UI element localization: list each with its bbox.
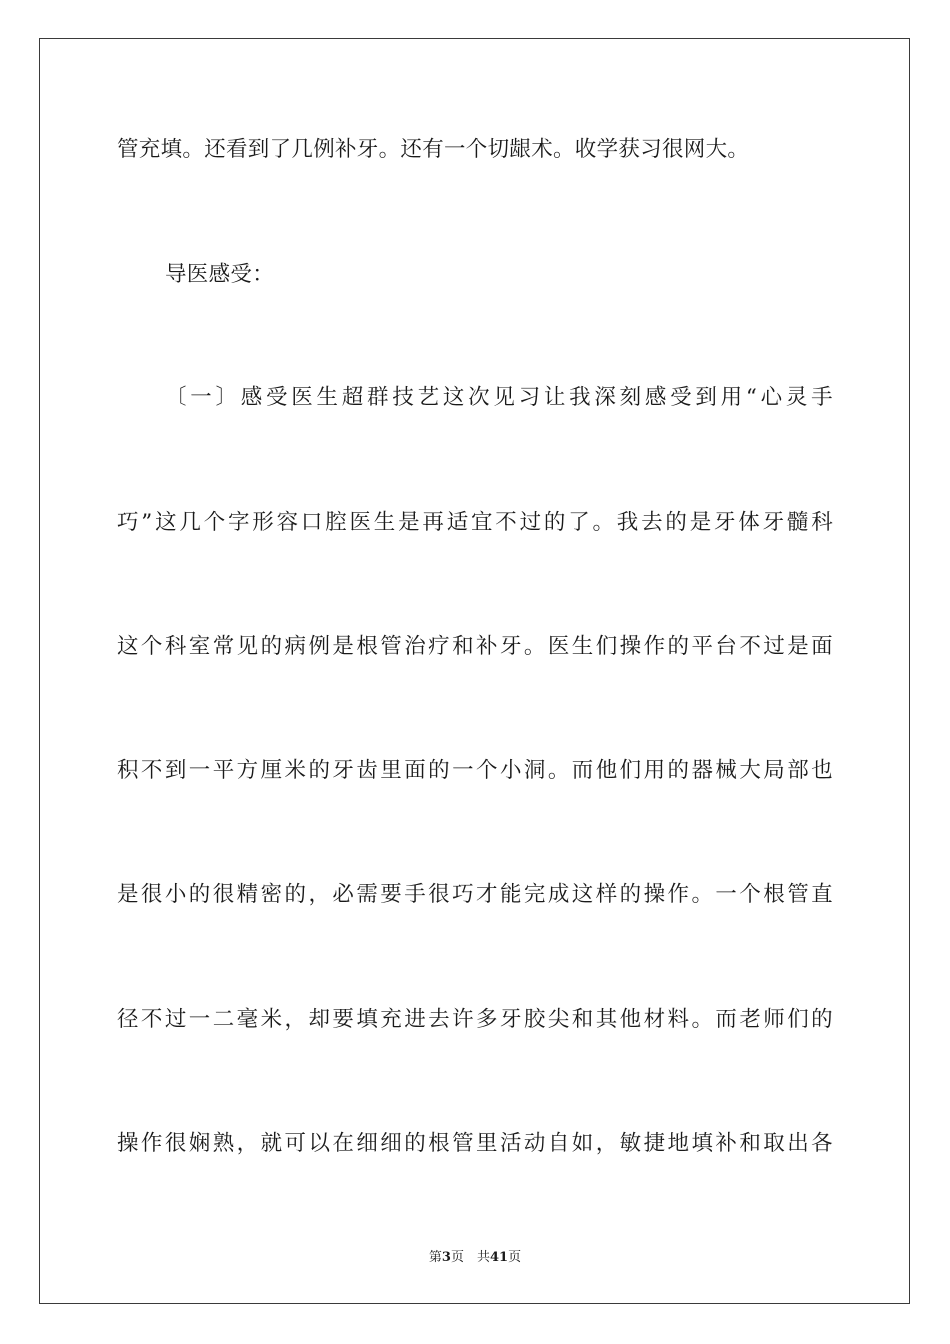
text-line-5: 这个科室常见的病例是根管治疗和补牙。医生们操作的平台不过是面 bbox=[117, 634, 833, 659]
page-border bbox=[39, 38, 910, 1304]
section-heading: 导医感受： bbox=[165, 262, 275, 287]
footer-total-pages: 41 bbox=[489, 1250, 509, 1265]
text-line-3: 〔一〕感受医生超群技艺这次见习让我深刻感受到用“心灵手 bbox=[165, 385, 833, 410]
text-line-4: 巧”这几个字形容口腔医生是再适宜不过的了。我去的是牙体牙髓科 bbox=[117, 510, 833, 535]
text-line-1: 管充填。还看到了几例补牙。还有一个切龈术。收学获习很网大。 bbox=[117, 137, 750, 162]
page-footer bbox=[0, 1246, 950, 1265]
footer-page-number: 3 bbox=[441, 1250, 451, 1265]
text-line-6: 积不到一平方厘米的牙齿里面的一个小洞。而他们用的器械大局部也 bbox=[117, 758, 833, 783]
text-line-8: 径不过一二毫米，却要填充进去许多牙胶尖和其他材料。而老师们的 bbox=[117, 1007, 833, 1032]
footer-prefix: 第 bbox=[428, 1250, 442, 1265]
text-line-9: 操作很娴熟，就可以在细细的根管里活动自如，敏捷地填补和取出各 bbox=[117, 1131, 833, 1156]
text-line-7: 是很小的很精密的，必需要手很巧才能完成这样的操作。一个根管直 bbox=[117, 882, 833, 907]
footer-mid: 页 共 bbox=[450, 1250, 490, 1265]
footer-suffix: 页 bbox=[508, 1250, 522, 1265]
